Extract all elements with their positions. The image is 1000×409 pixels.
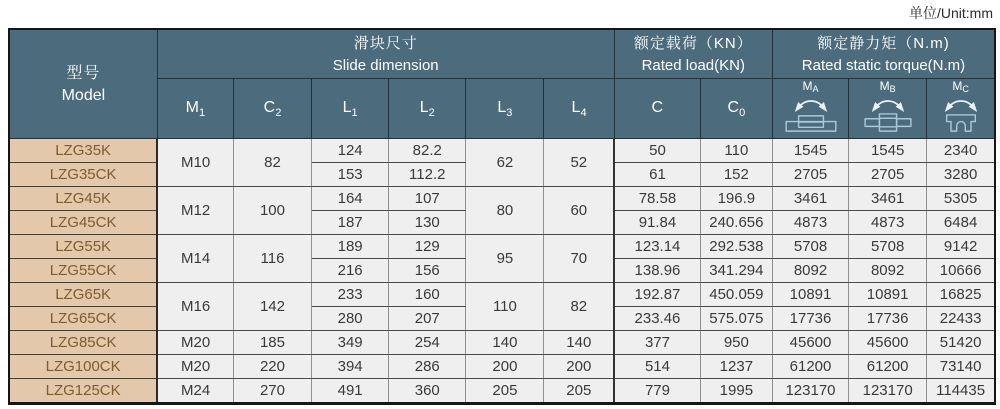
m1-cell: M16 [157,283,233,331]
l4-cell: 200 [544,355,614,379]
mc-cell: 10666 [927,259,995,283]
l4-cell: 70 [544,235,614,283]
col-header-m1: $M_1$ [157,79,233,139]
c2-cell: 185 [233,331,311,355]
l2-cell: 107 [389,187,466,211]
ma-cell: 3461 [772,187,848,211]
l1-cell: 187 [312,211,389,235]
c2-cell: 270 [233,379,311,404]
moment-ma-icon [784,92,838,134]
c0-cell: 152 [700,163,772,187]
c0-cell: 1995 [700,379,772,404]
l3-cell: 140 [466,331,544,355]
col-header-c: C [614,79,700,139]
c2-cell: 82 [233,139,311,187]
l3-cell: 62 [466,139,544,187]
model-cell: LZG65CK [9,307,157,331]
c0-cell: 110 [700,139,772,163]
model-cell: LZG45K [9,187,157,211]
c-cell: 233.46 [614,307,700,331]
group-header-static-torque: 额定静力矩（N.m) Rated static torque(N.m) [772,29,995,79]
ma-cell: 61200 [772,355,848,379]
mc-cell: 3280 [927,163,995,187]
l3-cell: 80 [466,187,544,235]
spec-table [8,28,996,405]
mc-cell: 2340 [927,139,995,163]
l2-cell: 286 [389,355,466,379]
l4-cell: 52 [544,139,614,187]
m1-cell: M20 [157,331,233,355]
mc-cell: 114435 [927,379,995,404]
l3-cell: 110 [466,283,544,331]
m1-cell: M12 [157,187,233,235]
col-header-mb: MB [849,79,927,139]
m1-cell: M14 [157,235,233,283]
l2-cell: 156 [389,259,466,283]
mb-cell: 123170 [849,379,927,404]
l3-cell: 205 [466,379,544,404]
col-header-c2: $C_2$ [233,79,311,139]
model-header [9,29,157,139]
c-cell: 138.96 [614,259,700,283]
mc-cell: 22433 [927,307,995,331]
l1-cell: 349 [312,331,389,355]
c-cell: 514 [614,355,700,379]
mb-cell: 61200 [849,355,927,379]
group-header-slide-dimension: 滑块尺寸 Slide dimension [157,29,614,79]
group-header-rated-load: 额定载荷（KN） Rated load(KN) [614,29,772,79]
ma-cell: 2705 [772,163,848,187]
mc-cell: 6484 [927,211,995,235]
model-cell: LZG35CK [9,163,157,187]
mc-cell: 73140 [927,355,995,379]
mb-cell: 1545 [849,139,927,163]
model-cell: LZG85CK [9,331,157,355]
c-cell: 779 [614,379,700,404]
model-cell: LZG35K [9,139,157,163]
table-row [9,187,995,211]
l2-cell: 112.2 [389,163,466,187]
c0-cell: 950 [700,331,772,355]
model-header-en: Model [61,86,106,104]
col-header-c0: $C_0$ [700,79,772,139]
c0-cell: 292.538 [700,235,772,259]
l2-cell: 160 [389,283,466,307]
l4-cell: 82 [544,283,614,331]
header-sub-row [9,79,995,139]
table-row [9,235,995,259]
ma-cell: 17736 [772,307,848,331]
c2-cell: 100 [233,187,311,235]
c0-cell: 450.059 [700,283,772,307]
c-cell: 123.14 [614,235,700,259]
mb-cell: 45600 [849,331,927,355]
ma-cell: 4873 [772,211,848,235]
c-cell: 50 [614,139,700,163]
c-cell: 78.58 [614,187,700,211]
c-cell: 61 [614,163,700,187]
ma-cell: 45600 [772,331,848,355]
col-header-l2: $L_2$ [389,79,466,139]
l4-cell: 140 [544,331,614,355]
l1-cell: 189 [312,235,389,259]
col-header-l1: $L_1$ [312,79,389,139]
l1-cell: 280 [312,307,389,331]
moment-mc-icon [934,92,988,134]
col-header-l3: $L_3$ [466,79,544,139]
l1-cell: 491 [312,379,389,404]
model-header-zh: 型号 [66,64,101,82]
c-cell: 377 [614,331,700,355]
table-row [9,355,995,379]
mb-cell: 10891 [849,283,927,307]
ma-cell: 10891 [772,283,848,307]
model-cell: LZG55K [9,235,157,259]
mb-cell: 17736 [849,307,927,331]
table-row [9,139,995,163]
m1-cell: M20 [157,355,233,379]
l2-cell: 254 [389,331,466,355]
l3-cell: 95 [466,235,544,283]
model-cell: LZG55CK [9,259,157,283]
model-cell: LZG45CK [9,211,157,235]
model-cell: LZG125CK [9,379,157,404]
mc-cell: 9142 [927,235,995,259]
table-row [9,379,995,404]
c0-cell: 575.075 [700,307,772,331]
l1-cell: 124 [312,139,389,163]
mb-cell: 5708 [849,235,927,259]
c2-cell: 220 [233,355,311,379]
c2-cell: 142 [233,283,311,331]
ma-cell: 1545 [772,139,848,163]
ma-cell: 5708 [772,235,848,259]
c-cell: 192.87 [614,283,700,307]
model-cell: LZG65K [9,283,157,307]
col-header-l4: $L_4$ [544,79,614,139]
moment-mb-icon [861,92,915,134]
ma-cell: 123170 [772,379,848,404]
l4-cell: 60 [544,187,614,235]
c0-cell: 1237 [700,355,772,379]
ma-cell: 8092 [772,259,848,283]
l2-cell: 129 [389,235,466,259]
c0-cell: 341.294 [700,259,772,283]
l2-cell: 207 [389,307,466,331]
col-header-mc: MC [927,79,995,139]
l2-cell: 130 [389,211,466,235]
l1-cell: 216 [312,259,389,283]
mb-cell: 2705 [849,163,927,187]
l2-cell: 82.2 [389,139,466,163]
l1-cell: 394 [312,355,389,379]
l1-cell: 164 [312,187,389,211]
mb-cell: 3461 [849,187,927,211]
m1-cell: M10 [157,139,233,187]
c-cell: 91.84 [614,211,700,235]
mb-cell: 4873 [849,211,927,235]
model-cell: LZG100CK [9,355,157,379]
header-group-row [9,29,995,79]
c2-cell: 116 [233,235,311,283]
mb-cell: 8092 [849,259,927,283]
table-row [9,283,995,307]
l1-cell: 153 [312,163,389,187]
mc-cell: 51420 [927,331,995,355]
table-row [9,331,995,355]
l3-cell: 200 [466,355,544,379]
l2-cell: 360 [389,379,466,404]
c0-cell: 240.656 [700,211,772,235]
l4-cell: 205 [544,379,614,404]
l1-cell: 233 [312,283,389,307]
mc-cell: 16825 [927,283,995,307]
unit-label: 单位/Unit:mm [909,5,993,21]
c0-cell: 196.9 [700,187,772,211]
col-header-ma: MA [772,79,848,139]
mc-cell: 5305 [927,187,995,211]
m1-cell: M24 [157,379,233,404]
